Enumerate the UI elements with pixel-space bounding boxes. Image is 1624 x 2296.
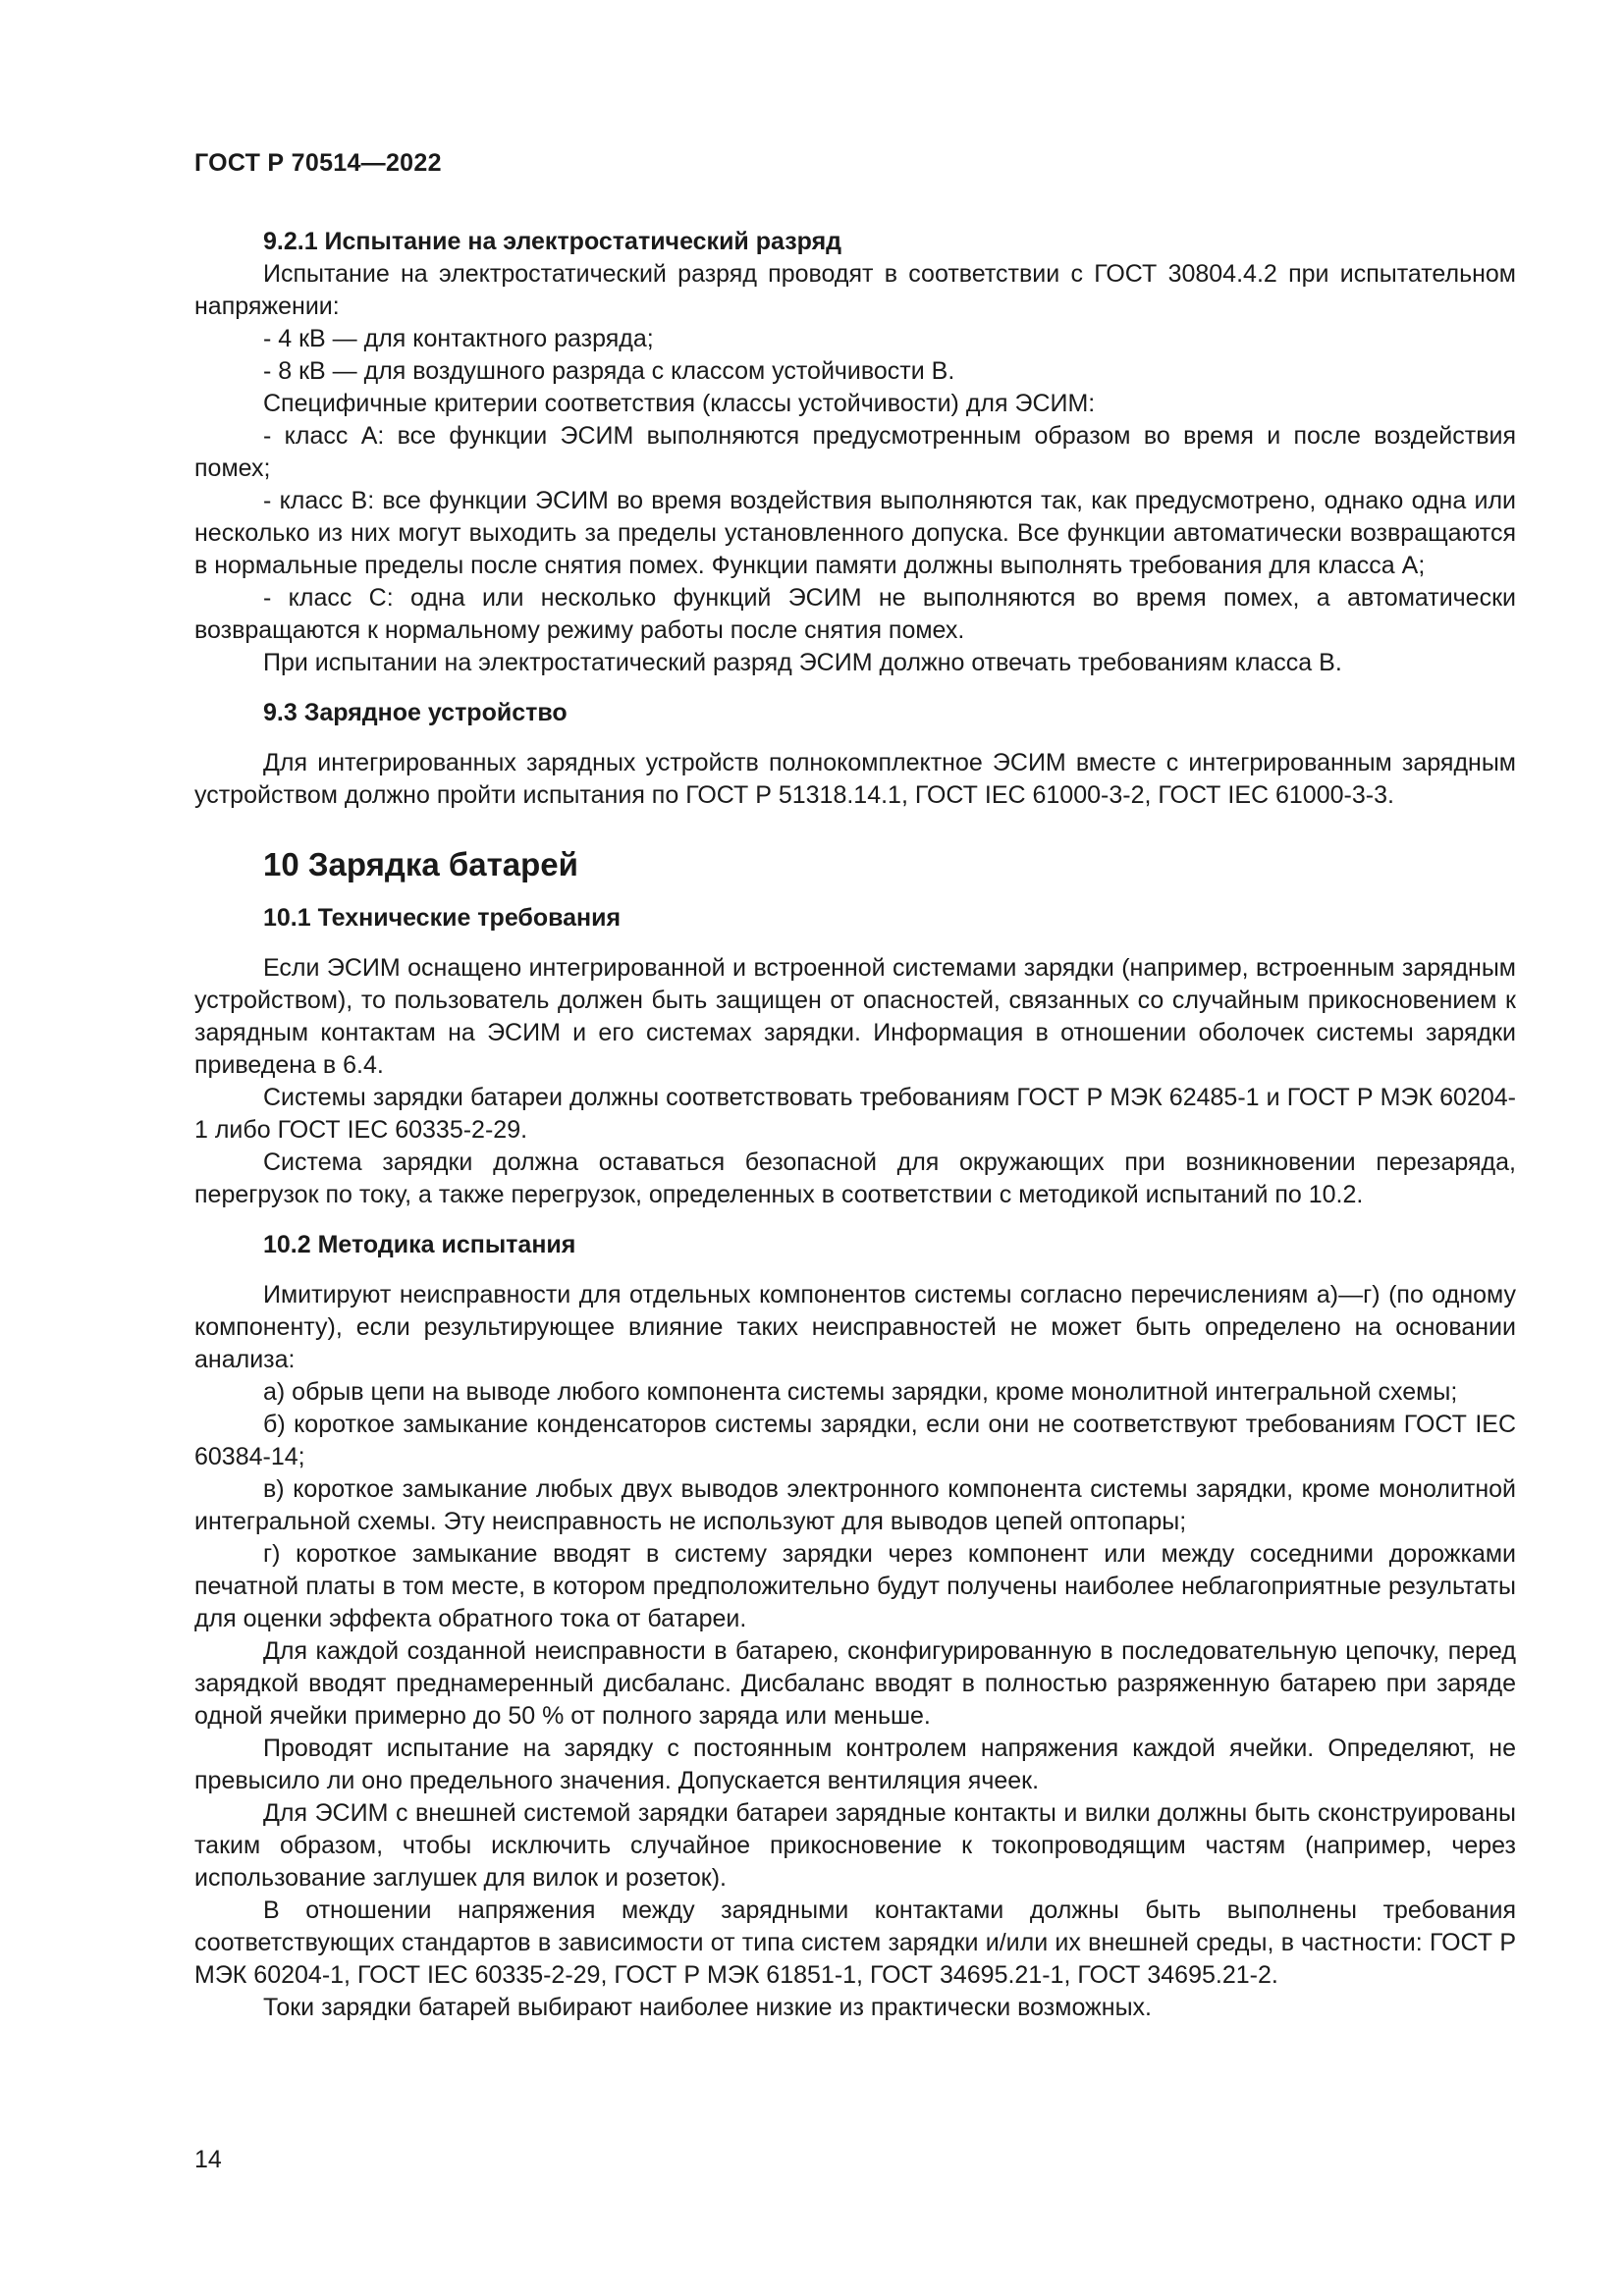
paragraph: Для интегрированных зарядных устройств полнокомплектное ЭСИМ вместе с интегрированным зарядным устройством должно пройти испытания по ГОСТ Р 51318.14.1, ГОСТ IEC 61000-3-2, ГОСТ IEC 61000-3-3. — [194, 749, 1516, 809]
paragraph: Система зарядки должна оставаться безопасной для окружающих при возникновении перезаряда, перегрузок по току, а также перегрузок, определенных в соответствии с методикой испытаний по 10.2. — [194, 1148, 1516, 1208]
paragraph: Проводят испытание на зарядку с постоянным контролем напряжения каждой ячейки. Определяют, не превысило ли оно предельного значения. Допускается вентиляция ячеек. — [194, 1735, 1516, 1794]
subsection-heading: 9.3 Зарядное устройство — [263, 699, 568, 726]
document-body — [194, 226, 1516, 2024]
paragraph: - 4 кВ — для контактного разряда; — [263, 325, 654, 352]
paragraph: Если ЭСИМ оснащено интегрированной и встроенной системами зарядки (например, встроенным зарядным устройством), то пользователь должен быть защищен от опасностей, связанных со случайным прикосновением к зарядным контактам на ЭСИМ и его системах зарядки. Информация в отношении оболочек системы зарядки приведена в 6.4. — [194, 954, 1516, 1079]
document-header: ГОСТ Р 70514—2022 — [194, 149, 442, 177]
spacer — [194, 1211, 1516, 1229]
spacer — [194, 729, 1516, 747]
subsection-heading: 10.2 Методика испытания — [263, 1231, 576, 1258]
paragraph: Испытание на электростатический разряд проводят в соответствии с ГОСТ 30804.4.2 при испытательном напряжении: — [194, 260, 1516, 320]
spacer — [194, 679, 1516, 697]
page-number: 14 — [194, 2146, 222, 2173]
spacer — [194, 934, 1516, 952]
spacer — [194, 812, 1516, 845]
paragraph: Имитируют неисправности для отдельных компонентов системы согласно перечислениям а)—г) (по одному компоненту), если результирующее влияние таких неисправностей не может быть определено на основании анализа: — [194, 1281, 1516, 1373]
paragraph: в) короткое замыкание любых двух выводов электронного компонента системы зарядки, кроме монолитной интегральной схемы. Эту неисправность не используют для выводов цепей оптопары; — [194, 1475, 1516, 1535]
paragraph: - 8 кВ — для воздушного разряда с классом устойчивости В. — [263, 357, 955, 385]
paragraph: При испытании на электростатический разряд ЭСИМ должно отвечать требованиям класса В. — [263, 649, 1342, 676]
paragraph: - класс С: одна или несколько функций ЭСИМ не выполняются во время помех, а автоматически возвращаются к нормальному режиму работы после снятия помех. — [194, 584, 1516, 644]
paragraph: Для каждой созданной неисправности в батарею, сконфигурированную в последовательную цепочку, перед зарядкой вводят преднамеренный дисбаланс. Дисбаланс вводят в полностью разряженную батарею при заряде одной ячейки примерно до 50 % от полного заряда или меньше. — [194, 1637, 1516, 1730]
paragraph: а) обрыв цепи на выводе любого компонента системы зарядки, кроме монолитной интегральной схемы; — [263, 1378, 1458, 1406]
paragraph: Токи зарядки батарей выбирают наиболее низкие из практически возможных. — [263, 1994, 1153, 2021]
paragraph: В отношении напряжения между зарядными контактами должны быть выполнены требования соответствующих стандартов в зависимости от типа систем зарядки и/или их внешней среды, в частности: ГОСТ Р МЭК 60204-1, ГОСТ IEC 60335-2-29, ГОСТ Р МЭК 61851-1, ГОСТ 34695.21-1, ГОСТ 34695.21-2. — [194, 1896, 1516, 1989]
paragraph: Специфичные критерии соответствия (классы устойчивости) для ЭСИМ: — [263, 390, 1096, 417]
paragraph: - класс В: все функции ЭСИМ во время воздействия выполняются так, как предусмотрено, однако одна или несколько из них могут выходить за пределы установленного допуска. Все функции автоматически возвращаются в нормальные пределы после снятия помех. Функции памяти должны выполнять требования для класса А; — [194, 487, 1516, 579]
spacer — [194, 884, 1516, 902]
subsection-heading: 10.1 Технические требования — [263, 904, 622, 932]
spacer — [194, 1261, 1516, 1279]
paragraph: г) короткое замыкание вводят в систему зарядки через компонент или между соседними дорожками печатной платы в том месте, в котором предположительно будут получены наиболее неблагоприятные результаты для оценки эффекта обратного тока от батареи. — [194, 1540, 1516, 1632]
paragraph: Системы зарядки батареи должны соответствовать требованиям ГОСТ Р МЭК 62485-1 и ГОСТ Р МЭК 60204-1 либо ГОСТ IEC 60335-2-29. — [194, 1084, 1516, 1144]
paragraph: б) короткое замыкание конденсаторов системы зарядки, если они не соответствуют требованиям ГОСТ IEC 60384-14; — [194, 1411, 1516, 1470]
section-heading: 10 Зарядка батарей — [263, 846, 578, 882]
paragraph: - класс А: все функции ЭСИМ выполняются предусмотренным образом во время и после воздействия помех; — [194, 422, 1516, 482]
paragraph: Для ЭСИМ с внешней системой зарядки батареи зарядные контакты и вилки должны быть сконструированы таким образом, чтобы исключить случайное прикосновение к токопроводящим частям (например, через использование заглушек для вилок и розеток). — [194, 1799, 1516, 1892]
subsection-heading: 9.2.1 Испытание на электростатический разряд — [263, 228, 842, 255]
